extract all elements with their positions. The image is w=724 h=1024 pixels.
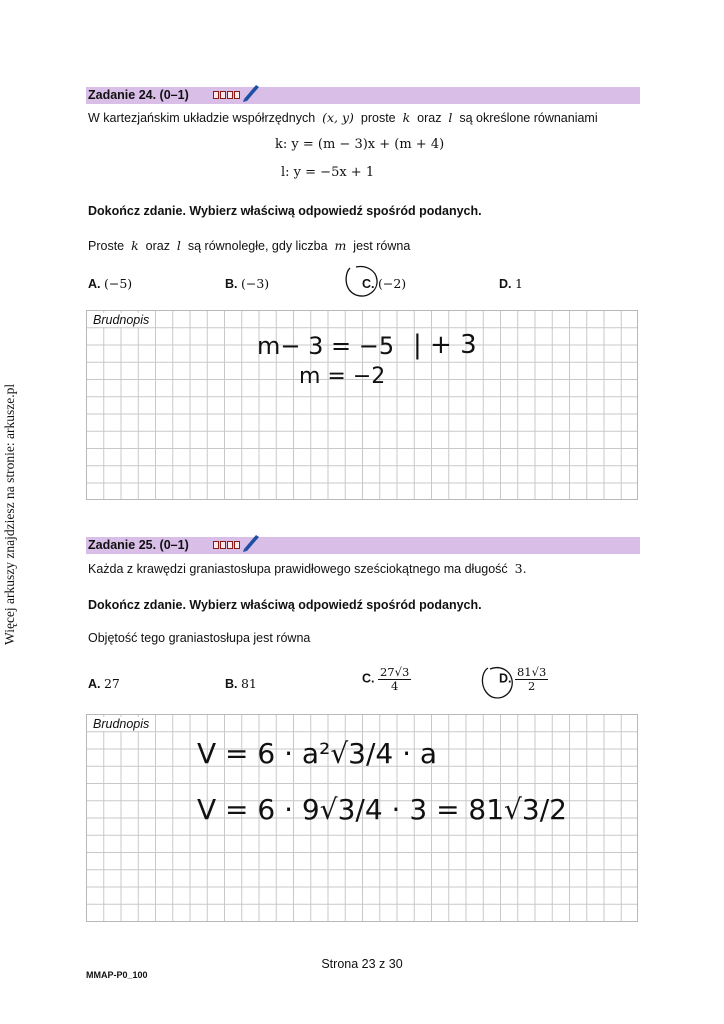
- task25-scratchpad-grid[interactable]: [86, 714, 638, 922]
- task24-option-a[interactable]: [88, 276, 132, 291]
- task25-intro: [88, 561, 527, 576]
- scratchpad-label: Brudnopis: [93, 313, 150, 327]
- task24-l: l: [448, 110, 453, 125]
- pencil-icon: [241, 532, 261, 552]
- option-value: 27: [103, 676, 120, 691]
- option-fraction: [515, 666, 548, 692]
- option-letter: B.: [225, 277, 238, 291]
- option-letter: A.: [88, 677, 101, 691]
- task24-handwriting: [87, 311, 639, 501]
- option-letter: B.: [225, 677, 238, 691]
- page-number: Strona 23 z 30: [321, 957, 403, 971]
- task25-handwriting: [87, 715, 639, 923]
- answer-circle-mark: [478, 663, 518, 703]
- task25-intro-value: 3.: [514, 561, 527, 576]
- task24-question-oraz: oraz: [145, 239, 170, 253]
- handwriting-line-1: V = 6 · a²√3/4 · a: [197, 737, 438, 770]
- task25-instruction: Dokończ zdanie. Wybierz właściwą odpowiedź spośród podanych.: [88, 598, 482, 612]
- task24-option-d[interactable]: [499, 276, 523, 291]
- task24-question-b: są równoległe, gdy liczba: [187, 239, 328, 253]
- task25-question: Objętość tego graniastosłupa jest równa: [88, 631, 311, 645]
- option-letter: C.: [362, 671, 375, 686]
- task24-equation-l: l: y = −5x + 1: [281, 165, 375, 180]
- handwriting-line-2: | + 3: [413, 330, 477, 360]
- fraction-numerator: 81√3: [516, 665, 547, 679]
- task25-option-a[interactable]: [88, 676, 120, 691]
- score-boxes-icon: [213, 541, 240, 549]
- option-fraction: [378, 666, 411, 692]
- option-letter: A.: [88, 277, 101, 291]
- answer-circle-mark: [342, 262, 382, 302]
- task25-option-c[interactable]: [362, 666, 411, 692]
- fraction-denominator: 4: [390, 678, 399, 693]
- task24-intro-xy: (x, y): [322, 110, 354, 125]
- score-boxes-icon: [213, 91, 240, 99]
- task24-k: k: [402, 110, 411, 125]
- task24-option-b[interactable]: [225, 276, 269, 291]
- pencil-icon: [241, 82, 261, 102]
- task25-title: Zadanie 25. (0–1): [88, 538, 189, 552]
- task24-equation-k: k: y = (m − 3)x + (m + 4): [275, 137, 445, 152]
- task24-question: [88, 238, 410, 253]
- option-value: 81: [240, 676, 257, 691]
- handwriting-line-1: m− 3 = −5: [257, 332, 395, 360]
- handwriting-line-3: m = −2: [299, 364, 386, 389]
- task24-question-c: jest równa: [353, 239, 411, 253]
- task24-question-l: l: [176, 238, 181, 253]
- option-value: (−5): [103, 276, 133, 291]
- option-value: (−3): [240, 276, 270, 291]
- task24-instruction: Dokończ zdanie. Wybierz właściwą odpowiedź spośród podanych.: [88, 204, 482, 218]
- side-watermark-text: Więcej arkuszy znajdziesz na stronie: arkusze.pl: [2, 383, 17, 645]
- option-letter: D.: [499, 671, 512, 686]
- task24-intro: [88, 110, 598, 125]
- task24-intro-a: W kartezjańskim układzie współrzędnych: [88, 111, 316, 125]
- fraction-numerator: 27√3: [379, 665, 410, 679]
- task24-question-k: k: [131, 238, 139, 253]
- task24-intro-c: są określone równaniami: [459, 111, 598, 125]
- fraction-denominator: 2: [527, 678, 536, 693]
- task25-option-b[interactable]: [225, 676, 257, 691]
- task25-intro-text: Każda z krawędzi graniastosłupa prawidłowego sześciokątnego ma długość: [88, 562, 508, 576]
- task24-title: Zadanie 24. (0–1): [88, 88, 189, 102]
- task24-intro-b: proste: [360, 111, 396, 125]
- option-value: 1: [514, 276, 523, 291]
- handwriting-line-2: V = 6 · 9√3/4 · 3 = 81√3/2: [197, 793, 567, 826]
- option-letter: C.: [362, 277, 375, 291]
- task24-scratchpad-grid[interactable]: [86, 310, 638, 500]
- task24-oraz: oraz: [417, 111, 442, 125]
- option-value: (−2): [377, 276, 407, 291]
- task24-question-a: Proste: [88, 239, 125, 253]
- task24-question-m: m: [334, 238, 347, 253]
- exam-code: MMAP-P0_100: [86, 970, 148, 980]
- option-letter: D.: [499, 277, 512, 291]
- scratchpad-label: Brudnopis: [93, 717, 150, 731]
